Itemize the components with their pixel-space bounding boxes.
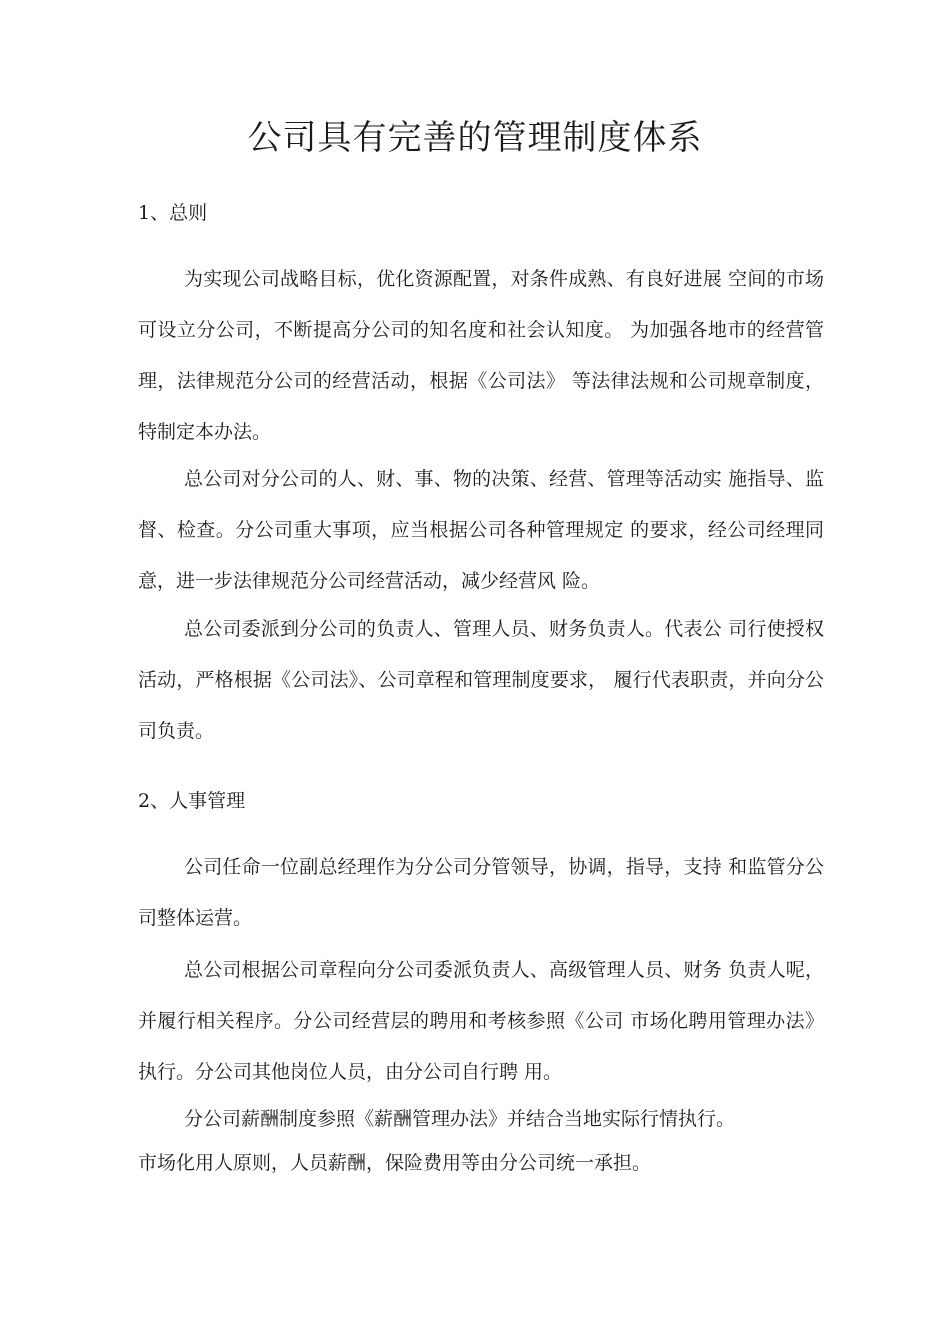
paragraph: 总公司根据公司章程向分公司委派负责人、高级管理人员、财务 负责人呢，并履行相关程序。分公司经营层的聘用和考核参照《公司 市场化聘用管理办法》执行。分公司其他岗位人员，由分公司自行聘 用。 <box>138 959 824 1083</box>
paragraph: 为实现公司战略目标，优化资源配置，对条件成熟、有良好进展 空间的市场可设立分公司，不断提高分公司的知名度和社会认知度。 为加强各地市的经营管理，法律规范分公司的经营活动，根据《公司法》 等法律法规和公司规章制度，特制定本办法。 <box>138 268 824 443</box>
paragraph: 总公司委派到分公司的负责人、管理人员、财务负责人。代表公 司行使授权活动，严格根据《公司法》、公司章程和管理制度要求， 履行代表职责，并向分公司负责。 <box>138 618 824 742</box>
closing-line: 市场化用人原则，人员薪酬，保险费用等由分公司统一承担。 <box>138 1152 652 1174</box>
document-title: 公司具有完善的管理制度体系 <box>247 118 703 158</box>
section-heading-general: 1、总则 <box>138 202 208 224</box>
paragraph: 分公司薪酬制度参照《薪酬管理办法》并结合当地实际行情执行。 <box>184 1108 736 1130</box>
section-heading-personnel: 2、人事管理 <box>138 790 246 812</box>
paragraph: 公司任命一位副总经理作为分公司分管领导，协调，指导，支持 和监管分公司整体运营。 <box>138 856 824 929</box>
paragraph: 总公司对分公司的人、财、事、物的决策、经营、管理等活动实 施指导、监督、检查。分公司重大事项，应当根据公司各种管理规定 的要求，经公司经理同意，进一步法律规范分公司经营活动，减少经营风 险。 <box>138 468 824 592</box>
